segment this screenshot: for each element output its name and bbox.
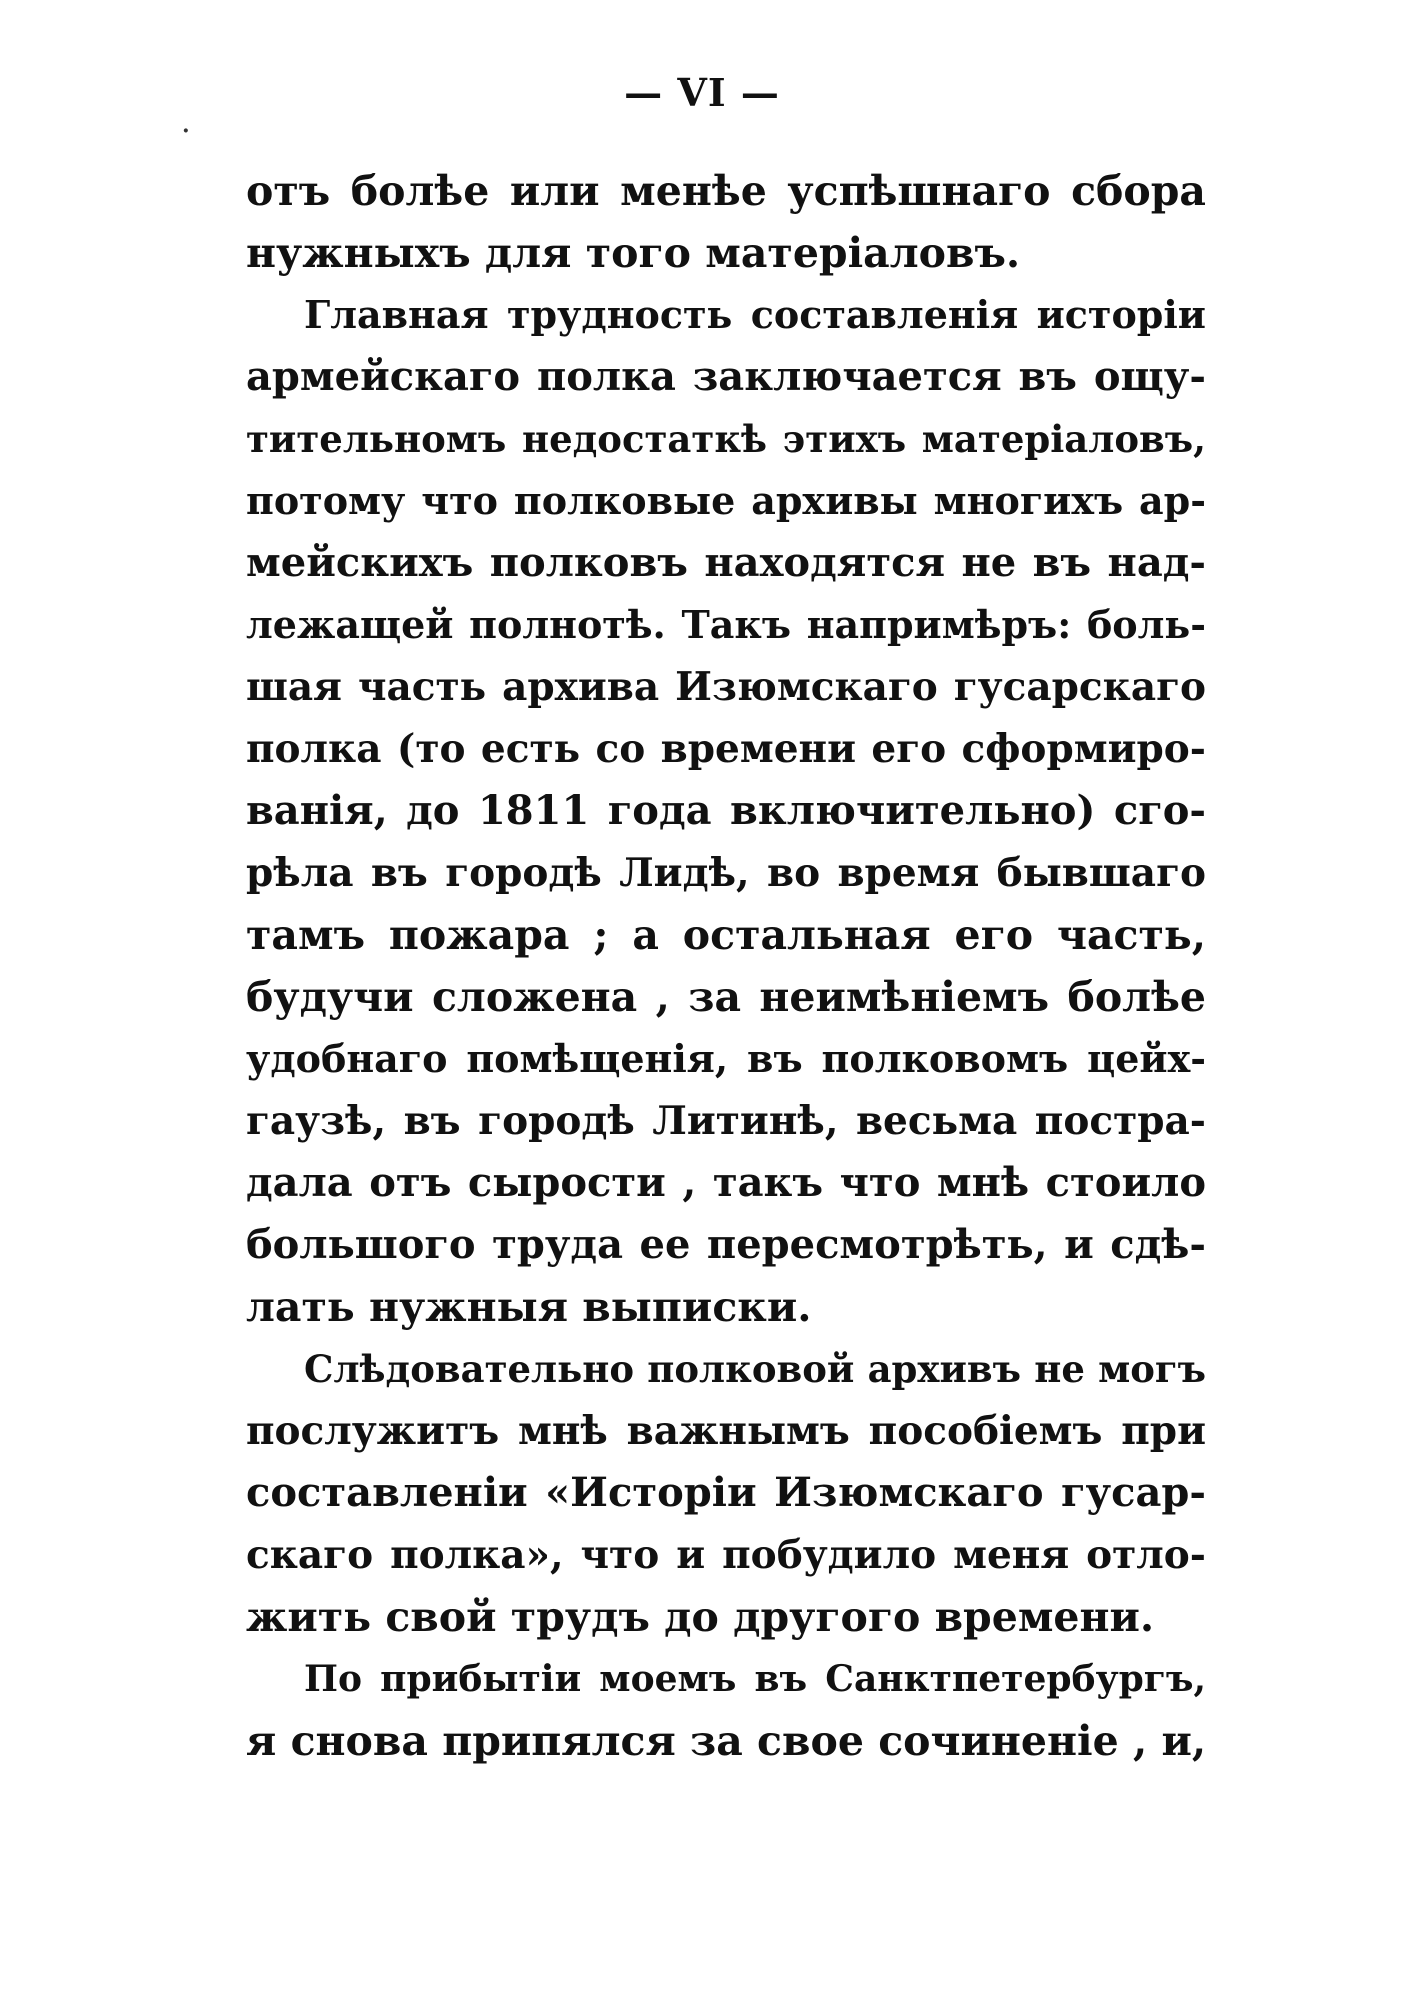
text-line: По прибытіи моемъ въ Санктпетербургъ, xyxy=(304,1658,1206,1700)
text-line: армейскаго полка заключается въ ощу- xyxy=(246,353,1206,400)
text-line: послужитъ мнѣ важнымъ пособіемъ при xyxy=(246,1408,1206,1454)
text-line: дала отъ сырости , такъ что мнѣ стоило xyxy=(246,1159,1206,1206)
text-line: мейскихъ полковъ находятся не въ над- xyxy=(246,539,1206,586)
text-line: большого труда ее пересмотрѣть, и сдѣ- xyxy=(246,1221,1206,1268)
text-line: шая часть архива Изюмскаго гусарскаго xyxy=(246,664,1206,710)
text-line: рѣла въ городѣ Лидѣ, во время бывшаго xyxy=(246,850,1206,896)
paragraph xyxy=(246,1338,1206,1648)
text-line: Слѣдовательно полковой архивъ не могъ xyxy=(304,1347,1206,1391)
paragraph xyxy=(246,160,1206,284)
text-line: лать нужныя выписки. xyxy=(246,1283,812,1331)
page-number: — VI — xyxy=(624,70,780,115)
text-line: удобнаго помѣщенія, въ полковомъ цейх- xyxy=(246,1036,1206,1081)
text-line: тительномъ недостаткѣ этихъ матеріаловъ, xyxy=(246,417,1206,461)
text-line: потому что полковые архивы многихъ ар- xyxy=(246,478,1206,523)
text-line: тамъ пожара ; а остальная его часть, xyxy=(246,911,1206,959)
text-line: нужныхъ для того матеріаловъ. xyxy=(246,229,1021,277)
text-line: жить свой трудъ до другого времени. xyxy=(246,1593,1155,1641)
text-line: составленіи «Исторіи Изюмскаго гусар- xyxy=(246,1469,1206,1516)
text-line: лежащей полнотѣ. Такъ напримѣръ: боль- xyxy=(246,602,1206,647)
body-text xyxy=(246,160,1206,1772)
text-line: скаго полка», что и побудило меня отло- xyxy=(246,1532,1206,1578)
paragraph xyxy=(246,1648,1206,1772)
paragraph xyxy=(246,284,1206,1338)
text-line: будучи сложена , за неимѣніемъ болѣе xyxy=(246,973,1206,1021)
text-line: ванія, до 1811 года включительно) сго- xyxy=(246,787,1206,834)
page-mark: · xyxy=(182,118,190,144)
text-line: Главная трудность составленія исторіи xyxy=(304,292,1206,337)
text-line: полка (то есть со времени его сформиро- xyxy=(246,726,1206,772)
text-line: отъ болѣе или менѣе успѣшнаго сбора xyxy=(246,167,1206,215)
text-line: гаузѣ, въ городѣ Литинѣ, весьма пострa- xyxy=(246,1098,1206,1144)
text-line: я снова припялся за свое сочиненіе , и, xyxy=(246,1717,1207,1765)
